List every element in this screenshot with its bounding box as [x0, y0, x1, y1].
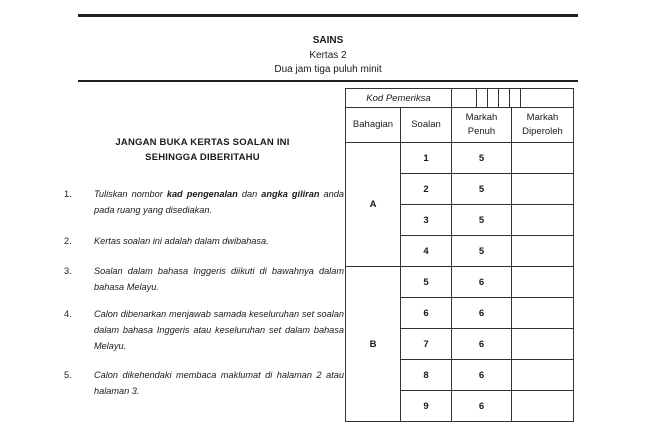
- examiner-code-boxes: [452, 89, 574, 108]
- code-box[interactable]: [499, 89, 510, 107]
- obtained-mark-cell[interactable]: [512, 174, 574, 205]
- top-rule: [78, 14, 578, 17]
- obtained-mark-cell[interactable]: [512, 360, 574, 391]
- subject-title: SAINS: [312, 35, 344, 46]
- paper-number: Kertas 2: [309, 50, 347, 61]
- question-number: 3: [401, 205, 452, 236]
- obtained-mark-cell[interactable]: [512, 205, 574, 236]
- obtained-mark-cell[interactable]: [512, 143, 574, 174]
- question-number: 4: [401, 236, 452, 267]
- full-mark: 5: [452, 236, 512, 267]
- code-box[interactable]: [521, 89, 574, 107]
- do-not-open-warning: [95, 135, 310, 165]
- section-b-label: B: [346, 267, 401, 422]
- full-mark: 6: [452, 267, 512, 298]
- header-rule: [78, 80, 578, 82]
- exam-duration: Dua jam tiga puluh minit: [274, 64, 382, 75]
- instruction-text-part: dan: [237, 189, 262, 199]
- question-number: 9: [401, 391, 452, 422]
- code-box[interactable]: [510, 89, 521, 107]
- instruction-number: 5.: [64, 370, 72, 380]
- code-box[interactable]: [452, 89, 477, 107]
- obtained-mark-cell[interactable]: [512, 236, 574, 267]
- full-mark: 5: [452, 143, 512, 174]
- question-number: 6: [401, 298, 452, 329]
- instruction-text: Soalan dalam bahasa Inggeris diikuti di bawahnya dalam bahasa Melayu.: [94, 266, 344, 292]
- question-number: 7: [401, 329, 452, 360]
- question-number: 5: [401, 267, 452, 298]
- instruction-bold-term: kad pengenalan: [166, 189, 238, 199]
- section-a-label: A: [346, 143, 401, 267]
- obtained-mark-cell[interactable]: [512, 329, 574, 360]
- score-table: [345, 88, 574, 422]
- warning-line-2: SEHINGGA DIBERITAHU: [145, 152, 260, 163]
- header-full-mark-line1: Markah: [465, 112, 498, 123]
- question-number: 1: [401, 143, 452, 174]
- header-full-mark-line2: Penuh: [467, 126, 496, 137]
- question-number: 2: [401, 174, 452, 205]
- full-mark: 6: [452, 391, 512, 422]
- instruction-text: Calon dibenarkan menjawab samada keseluruhan set soalan dalam bahasa Inggeris atau keseluruhan set dalam bahasa Melayu.: [94, 309, 344, 351]
- question-number: 8: [401, 360, 452, 391]
- examiner-code-label: Kod Pemeriksa: [346, 89, 452, 108]
- instruction-text-part: anda pada ruang yang disediakan.: [94, 189, 344, 215]
- header-section: Bahagian: [346, 108, 401, 143]
- header-question: Soalan: [401, 108, 452, 143]
- instruction-text-part: Tuliskan nombor: [94, 189, 167, 199]
- full-mark: 6: [452, 360, 512, 391]
- code-box[interactable]: [488, 89, 499, 107]
- instruction-text: Calon dikehendaki membaca maklumat di halaman 2 atau halaman 3.: [94, 370, 344, 396]
- header-obtained-line2: Diperoleh: [522, 126, 563, 137]
- instruction-number: 1.: [64, 189, 72, 199]
- header-full-mark: [452, 108, 512, 143]
- instruction-number: 2.: [64, 236, 72, 246]
- instruction-text: [94, 186, 344, 218]
- code-box[interactable]: [477, 89, 488, 107]
- header-obtained-line1: Markah: [526, 112, 559, 123]
- instruction-number: 3.: [64, 266, 72, 276]
- obtained-mark-cell[interactable]: [512, 267, 574, 298]
- obtained-mark-cell[interactable]: [512, 298, 574, 329]
- instruction-bold-term: angka giliran: [261, 189, 320, 199]
- obtained-mark-cell[interactable]: [512, 391, 574, 422]
- full-mark: 5: [452, 205, 512, 236]
- instruction-number: 4.: [64, 309, 72, 319]
- instruction-text: Kertas soalan ini adalah dalam dwibahasa.: [94, 236, 269, 246]
- warning-line-1: JANGAN BUKA KERTAS SOALAN INI: [115, 137, 290, 148]
- full-mark: 6: [452, 298, 512, 329]
- header-obtained-mark: [512, 108, 574, 143]
- full-mark: 5: [452, 174, 512, 205]
- full-mark: 6: [452, 329, 512, 360]
